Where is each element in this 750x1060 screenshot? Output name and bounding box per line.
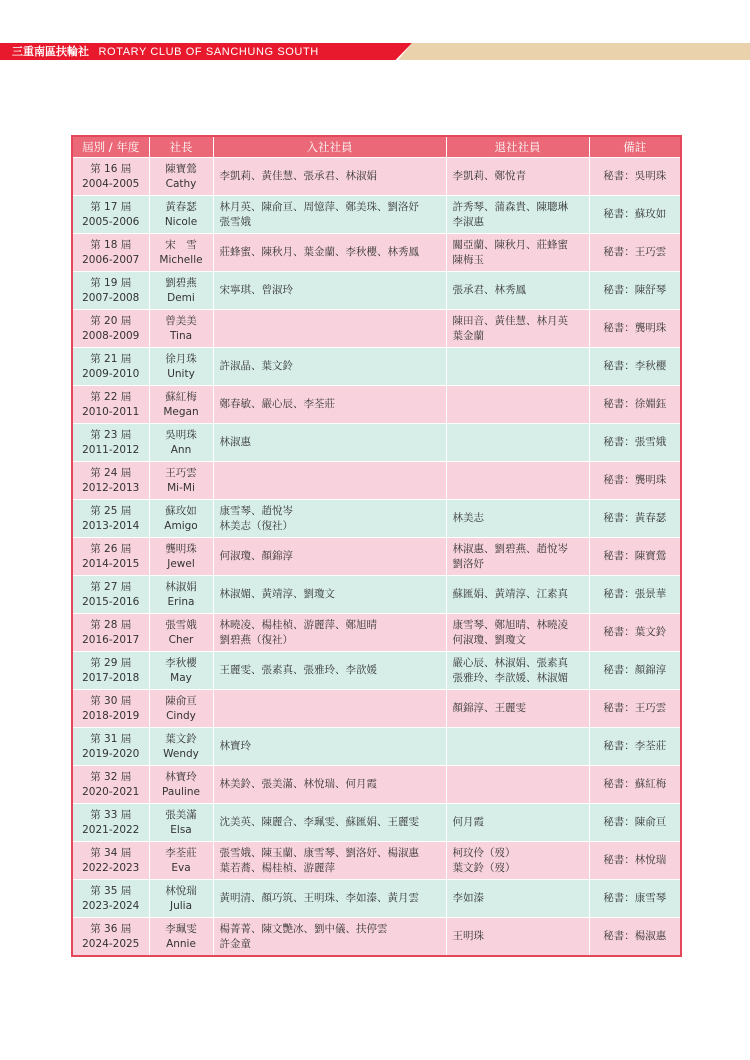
joined-members-line: 莊蜂蜜、陳秋月、葉金蘭、李秋櫻、林秀鳳 bbox=[219, 246, 419, 258]
note-cell bbox=[589, 424, 681, 462]
president-name: 林淑娟 bbox=[165, 580, 197, 593]
left-members-cell bbox=[446, 500, 589, 538]
joined-members-line: 李凱莉、黃佳慧、張承君、林淑娟 bbox=[219, 170, 377, 182]
left-members-line: 林淑惠、劉碧燕、趙悅岑 bbox=[452, 542, 568, 555]
table-row bbox=[72, 918, 681, 957]
table-row bbox=[72, 272, 681, 310]
note-cell bbox=[589, 766, 681, 804]
term-number: 第 25 屆 bbox=[90, 504, 132, 517]
note-cell bbox=[589, 918, 681, 957]
term-cell bbox=[72, 462, 149, 500]
joined-members-line: 沈美英、陳麗合、李珮雯、蘇匯娟、王麗雯 bbox=[219, 816, 419, 828]
president-cell bbox=[149, 842, 213, 880]
term-cell bbox=[72, 652, 149, 690]
president-english-name: Pauline bbox=[162, 785, 200, 798]
term-number: 第 34 屆 bbox=[90, 846, 132, 859]
joined-members-line: 林美志（復社） bbox=[219, 519, 293, 532]
president-cell bbox=[149, 500, 213, 538]
left-members-cell bbox=[446, 386, 589, 424]
term-cell bbox=[72, 880, 149, 918]
left-members-cell bbox=[446, 842, 589, 880]
note-cell bbox=[589, 310, 681, 348]
table-row bbox=[72, 234, 681, 272]
table-row bbox=[72, 462, 681, 500]
president-english-name: Mi-Mi bbox=[167, 481, 195, 494]
term-number: 第 33 屆 bbox=[90, 808, 132, 821]
term-year: 2022-2023 bbox=[82, 861, 140, 874]
header-tan-band bbox=[398, 43, 750, 60]
left-members-line: 林美志 bbox=[452, 512, 484, 524]
president-name: 蘇紅梅 bbox=[165, 390, 197, 403]
left-members-line: 李淑惠 bbox=[452, 215, 484, 228]
term-number: 第 21 屆 bbox=[90, 352, 132, 365]
left-members-line: 何月霞 bbox=[452, 816, 484, 828]
joined-members-line: 許金童 bbox=[219, 937, 251, 950]
president-english-name: Jewel bbox=[167, 557, 195, 570]
secretary-note: 秘書：張景華 bbox=[603, 588, 667, 600]
table-row bbox=[72, 766, 681, 804]
term-number: 第 17 屆 bbox=[90, 200, 132, 213]
table-row bbox=[72, 880, 681, 918]
joined-members-cell bbox=[213, 690, 446, 728]
left-members-line: 葉金蘭 bbox=[452, 329, 484, 342]
table-row bbox=[72, 576, 681, 614]
president-name: 龔明珠 bbox=[165, 542, 197, 555]
left-members-cell bbox=[446, 614, 589, 652]
secretary-note: 秘書：陳寶鶯 bbox=[603, 550, 667, 562]
joined-members-cell bbox=[213, 462, 446, 500]
president-cell bbox=[149, 538, 213, 576]
joined-members-cell bbox=[213, 500, 446, 538]
left-members-line: 何淑瓊、劉瓊文 bbox=[452, 633, 526, 646]
membership-table bbox=[71, 135, 682, 957]
left-members-cell bbox=[446, 652, 589, 690]
president-cell bbox=[149, 652, 213, 690]
joined-members-line: 劉碧燕（復社） bbox=[219, 633, 293, 646]
note-cell bbox=[589, 462, 681, 500]
term-year: 2005-2006 bbox=[82, 215, 140, 228]
president-english-name: Tina bbox=[169, 329, 193, 342]
joined-members-cell bbox=[213, 766, 446, 804]
term-number: 第 31 屆 bbox=[90, 732, 132, 745]
president-name: 陳俞亘 bbox=[165, 694, 197, 707]
president-name: 陳寶鶯 bbox=[165, 162, 197, 175]
joined-members-cell bbox=[213, 424, 446, 462]
joined-members-line: 張雪娥、陳玉蘭、康雪琴、劉洛妤、楊淑惠 bbox=[219, 846, 419, 859]
left-members-line: 張雅玲、李歆媛、林淑媚 bbox=[452, 671, 568, 684]
term-number: 第 29 屆 bbox=[90, 656, 132, 669]
joined-members-line: 林美鈴、張美滿、林悅瑞、何月霞 bbox=[219, 778, 377, 790]
term-year: 2011-2012 bbox=[82, 443, 140, 456]
note-cell bbox=[589, 234, 681, 272]
left-members-line: 王明珠 bbox=[452, 930, 484, 942]
term-number: 第 35 屆 bbox=[90, 884, 132, 897]
secretary-note: 秘書：龔明珠 bbox=[603, 474, 667, 486]
term-year: 2020-2021 bbox=[82, 785, 140, 798]
president-english-name: May bbox=[170, 671, 192, 684]
term-year: 2015-2016 bbox=[82, 595, 140, 608]
table-row bbox=[72, 310, 681, 348]
left-members-cell bbox=[446, 234, 589, 272]
term-year: 2008-2009 bbox=[82, 329, 140, 342]
president-english-name: Amigo bbox=[164, 519, 198, 532]
president-name: 林寶玲 bbox=[165, 770, 197, 783]
left-members-cell bbox=[446, 918, 589, 957]
table-row bbox=[72, 158, 681, 196]
term-cell bbox=[72, 158, 149, 196]
joined-members-line: 黃明清、顏巧筑、王明珠、李如溱、黃月雲 bbox=[219, 892, 419, 904]
president-cell bbox=[149, 234, 213, 272]
president-cell bbox=[149, 766, 213, 804]
president-cell bbox=[149, 728, 213, 766]
table-row bbox=[72, 538, 681, 576]
president-name: 曾美美 bbox=[165, 314, 197, 327]
note-cell bbox=[589, 500, 681, 538]
col-header-joined: 入社社員 bbox=[213, 136, 446, 158]
term-cell bbox=[72, 804, 149, 842]
joined-members-line: 宋寧琪、曾淑玲 bbox=[219, 284, 293, 296]
term-cell bbox=[72, 424, 149, 462]
left-members-line: 嚴心辰、林淑娟、張素真 bbox=[452, 656, 568, 669]
left-members-cell bbox=[446, 538, 589, 576]
table-row bbox=[72, 614, 681, 652]
president-name: 張美滿 bbox=[165, 808, 197, 821]
joined-members-cell bbox=[213, 272, 446, 310]
col-header-president: 社長 bbox=[149, 136, 213, 158]
president-english-name: Demi bbox=[167, 291, 195, 304]
president-cell bbox=[149, 196, 213, 234]
left-members-cell bbox=[446, 272, 589, 310]
term-number: 第 36 屆 bbox=[90, 922, 132, 935]
joined-members-line: 葉若蕎、楊桂楨、游麗萍 bbox=[219, 861, 335, 874]
president-cell bbox=[149, 690, 213, 728]
joined-members-cell bbox=[213, 804, 446, 842]
term-cell bbox=[72, 310, 149, 348]
term-cell bbox=[72, 728, 149, 766]
term-cell bbox=[72, 576, 149, 614]
president-name: 宋 雪 bbox=[165, 238, 197, 251]
term-cell bbox=[72, 234, 149, 272]
joined-members-line: 康雪琴、趙悅岑 bbox=[219, 504, 293, 517]
left-members-line: 許秀琴、蒲森貴、陳聰琳 bbox=[452, 200, 568, 213]
term-year: 2017-2018 bbox=[82, 671, 140, 684]
table-row bbox=[72, 386, 681, 424]
president-english-name: Cindy bbox=[166, 709, 196, 722]
note-cell bbox=[589, 158, 681, 196]
table-row bbox=[72, 652, 681, 690]
president-english-name: Nicole bbox=[164, 215, 198, 228]
left-members-line: 柯玟伶（歿） bbox=[452, 846, 516, 859]
president-cell bbox=[149, 386, 213, 424]
left-members-line: 陳田音、黃佳慧、林月英 bbox=[452, 314, 568, 327]
term-number: 第 32 屆 bbox=[90, 770, 132, 783]
term-year: 2023-2024 bbox=[82, 899, 140, 912]
left-members-line: 李凱莉、鄭悅青 bbox=[452, 170, 526, 182]
term-cell bbox=[72, 766, 149, 804]
term-cell bbox=[72, 614, 149, 652]
joined-members-line: 許淑晶、葉文鈴 bbox=[219, 360, 293, 372]
president-english-name: Michelle bbox=[159, 253, 203, 266]
table-row bbox=[72, 424, 681, 462]
note-cell bbox=[589, 576, 681, 614]
joined-members-line: 楊菁菁、陳文艷冰、劉中儀、扶停雲 bbox=[219, 922, 388, 935]
term-cell bbox=[72, 538, 149, 576]
secretary-note: 秘書：蘇玫如 bbox=[603, 208, 667, 220]
joined-members-line: 張雪娥 bbox=[219, 215, 251, 228]
president-cell bbox=[149, 804, 213, 842]
president-english-name: Ann bbox=[170, 443, 192, 456]
left-members-line: 關亞蘭、陳秋月、莊蜂蜜 bbox=[452, 238, 568, 251]
left-members-line: 顏錦淳、王麗雯 bbox=[452, 702, 526, 714]
secretary-note: 秘書：康雪琴 bbox=[603, 892, 667, 904]
secretary-note: 秘書：陳俞亘 bbox=[603, 816, 667, 828]
president-name: 李珮雯 bbox=[165, 922, 197, 935]
secretary-note: 秘書：顏錦淳 bbox=[603, 664, 667, 676]
table-row bbox=[72, 804, 681, 842]
left-members-line: 劉洛妤 bbox=[452, 557, 484, 570]
note-cell bbox=[589, 614, 681, 652]
secretary-note: 秘書：王巧雲 bbox=[603, 702, 667, 714]
president-name: 王巧雲 bbox=[165, 466, 197, 479]
president-english-name: Erina bbox=[167, 595, 195, 608]
term-cell bbox=[72, 386, 149, 424]
term-number: 第 23 屆 bbox=[90, 428, 132, 441]
club-name-zh: 三重南區扶輪社 bbox=[12, 45, 89, 58]
joined-members-cell bbox=[213, 234, 446, 272]
left-members-cell bbox=[446, 766, 589, 804]
note-cell bbox=[589, 880, 681, 918]
term-number: 第 19 屆 bbox=[90, 276, 132, 289]
joined-members-cell bbox=[213, 386, 446, 424]
left-members-cell bbox=[446, 804, 589, 842]
term-cell bbox=[72, 348, 149, 386]
joined-members-cell bbox=[213, 538, 446, 576]
col-header-note: 備註 bbox=[589, 136, 681, 158]
term-cell bbox=[72, 500, 149, 538]
left-members-cell bbox=[446, 310, 589, 348]
term-number: 第 22 屆 bbox=[90, 390, 132, 403]
term-number: 第 20 屆 bbox=[90, 314, 132, 327]
president-english-name: Unity bbox=[167, 367, 195, 380]
term-year: 2010-2011 bbox=[82, 405, 140, 418]
joined-members-line: 林寶玲 bbox=[219, 740, 251, 752]
joined-members-cell bbox=[213, 158, 446, 196]
secretary-note: 秘書：吳明珠 bbox=[603, 170, 667, 182]
table-header-row bbox=[72, 136, 681, 158]
left-members-line: 康雪琴、鄭旭晴、林曉凌 bbox=[452, 618, 568, 631]
table-row bbox=[72, 500, 681, 538]
secretary-note: 秘書：蘇紅梅 bbox=[603, 778, 667, 790]
col-header-term: 屆別 / 年度 bbox=[72, 136, 149, 158]
left-members-cell bbox=[446, 462, 589, 500]
president-cell bbox=[149, 424, 213, 462]
joined-members-cell bbox=[213, 728, 446, 766]
secretary-note: 秘書：陳舒琴 bbox=[603, 284, 667, 296]
president-name: 葉文鈴 bbox=[165, 732, 197, 745]
president-cell bbox=[149, 614, 213, 652]
term-year: 2007-2008 bbox=[82, 291, 140, 304]
note-cell bbox=[589, 386, 681, 424]
president-english-name: Julia bbox=[169, 899, 193, 912]
president-english-name: Megan bbox=[163, 405, 199, 418]
president-name: 劉碧燕 bbox=[165, 276, 197, 289]
secretary-note: 秘書：李秋櫻 bbox=[603, 360, 667, 372]
secretary-note: 秘書：張雪娥 bbox=[603, 436, 667, 448]
president-name: 張雪娥 bbox=[165, 618, 197, 631]
president-cell bbox=[149, 158, 213, 196]
term-number: 第 16 屆 bbox=[90, 162, 132, 175]
note-cell bbox=[589, 804, 681, 842]
term-cell bbox=[72, 272, 149, 310]
president-name: 黃春瑟 bbox=[165, 200, 197, 213]
joined-members-line: 王麗雯、張素真、張雅玲、李歆媛 bbox=[219, 664, 377, 676]
term-number: 第 28 屆 bbox=[90, 618, 132, 631]
secretary-note: 秘書：林悅瑞 bbox=[603, 854, 667, 866]
president-cell bbox=[149, 462, 213, 500]
president-cell bbox=[149, 348, 213, 386]
term-cell bbox=[72, 842, 149, 880]
left-members-line: 蘇匯娟、黃靖淳、江素真 bbox=[452, 588, 568, 600]
term-year: 2019-2020 bbox=[82, 747, 140, 760]
term-year: 2016-2017 bbox=[82, 633, 140, 646]
left-members-cell bbox=[446, 196, 589, 234]
secretary-note: 秘書：葉文鈴 bbox=[603, 626, 667, 638]
president-english-name: Wendy bbox=[163, 747, 199, 760]
header-title bbox=[12, 43, 319, 60]
president-name: 林悅瑞 bbox=[165, 884, 197, 897]
note-cell bbox=[589, 690, 681, 728]
term-year: 2013-2014 bbox=[82, 519, 140, 532]
president-name: 吳明珠 bbox=[165, 428, 197, 441]
term-number: 第 30 屆 bbox=[90, 694, 132, 707]
left-members-line: 張承君、林秀鳳 bbox=[452, 284, 526, 296]
joined-members-line: 何淑瓊、顏錦淳 bbox=[219, 550, 293, 562]
joined-members-line: 林月英、陳俞亘、周憶萍、鄭美珠、劉洛妤 bbox=[219, 200, 419, 213]
left-members-cell bbox=[446, 728, 589, 766]
joined-members-cell bbox=[213, 652, 446, 690]
note-cell bbox=[589, 348, 681, 386]
term-number: 第 27 屆 bbox=[90, 580, 132, 593]
term-year: 2024-2025 bbox=[82, 937, 140, 950]
note-cell bbox=[589, 842, 681, 880]
table-body bbox=[72, 158, 681, 957]
term-year: 2012-2013 bbox=[82, 481, 140, 494]
joined-members-line: 林曉凌、楊桂楨、游麗萍、鄭旭晴 bbox=[219, 618, 377, 631]
note-cell bbox=[589, 538, 681, 576]
term-year: 2021-2022 bbox=[82, 823, 140, 836]
president-name: 蘇玫如 bbox=[165, 504, 197, 517]
president-name: 徐月珠 bbox=[165, 352, 197, 365]
left-members-cell bbox=[446, 424, 589, 462]
joined-members-cell bbox=[213, 614, 446, 652]
president-name: 李荃莊 bbox=[165, 846, 197, 859]
col-header-left: 退社社員 bbox=[446, 136, 589, 158]
term-year: 2004-2005 bbox=[82, 177, 140, 190]
page-header bbox=[0, 0, 750, 62]
term-number: 第 24 屆 bbox=[90, 466, 132, 479]
president-english-name: Annie bbox=[166, 937, 196, 950]
left-members-line: 葉文鈴（歿） bbox=[452, 861, 516, 874]
left-members-cell bbox=[446, 880, 589, 918]
joined-members-cell bbox=[213, 348, 446, 386]
secretary-note: 秘書：楊淑惠 bbox=[603, 930, 667, 942]
president-cell bbox=[149, 310, 213, 348]
secretary-note: 秘書：李荃莊 bbox=[603, 740, 667, 752]
table-row bbox=[72, 690, 681, 728]
secretary-note: 秘書：黃春瑟 bbox=[603, 512, 667, 524]
president-english-name: Elsa bbox=[170, 823, 192, 836]
secretary-note: 秘書：徐婣鈺 bbox=[603, 398, 667, 410]
president-english-name: Cher bbox=[168, 633, 194, 646]
term-cell bbox=[72, 690, 149, 728]
president-cell bbox=[149, 918, 213, 957]
left-members-line: 陳梅玉 bbox=[452, 253, 484, 266]
joined-members-line: 鄭春敏、嚴心辰、李荃莊 bbox=[219, 398, 335, 410]
president-english-name: Eva bbox=[171, 861, 191, 874]
term-year: 2018-2019 bbox=[82, 709, 140, 722]
secretary-note: 秘書：王巧雲 bbox=[603, 246, 667, 258]
joined-members-cell bbox=[213, 842, 446, 880]
club-name-en: ROTARY CLUB OF SANCHUNG SOUTH bbox=[98, 46, 319, 58]
joined-members-cell bbox=[213, 918, 446, 957]
table-row bbox=[72, 348, 681, 386]
joined-members-cell bbox=[213, 880, 446, 918]
term-cell bbox=[72, 196, 149, 234]
term-year: 2009-2010 bbox=[82, 367, 140, 380]
term-cell bbox=[72, 918, 149, 957]
joined-members-cell bbox=[213, 196, 446, 234]
note-cell bbox=[589, 272, 681, 310]
left-members-cell bbox=[446, 576, 589, 614]
table-row bbox=[72, 196, 681, 234]
left-members-cell bbox=[446, 158, 589, 196]
table-row bbox=[72, 842, 681, 880]
president-cell bbox=[149, 272, 213, 310]
note-cell bbox=[589, 196, 681, 234]
president-cell bbox=[149, 880, 213, 918]
term-number: 第 18 屆 bbox=[90, 238, 132, 251]
table-row bbox=[72, 728, 681, 766]
joined-members-cell bbox=[213, 576, 446, 614]
secretary-note: 秘書：龔明珠 bbox=[603, 322, 667, 334]
term-year: 2014-2015 bbox=[82, 557, 140, 570]
term-year: 2006-2007 bbox=[82, 253, 140, 266]
president-cell bbox=[149, 576, 213, 614]
president-name: 李秋櫻 bbox=[165, 656, 197, 669]
note-cell bbox=[589, 652, 681, 690]
joined-members-line: 林淑媚、黃靖淳、劉瓊文 bbox=[219, 588, 335, 600]
joined-members-line: 林淑惠 bbox=[219, 436, 251, 448]
joined-members-cell bbox=[213, 310, 446, 348]
left-members-line: 李如溱 bbox=[452, 892, 484, 904]
note-cell bbox=[589, 728, 681, 766]
left-members-cell bbox=[446, 348, 589, 386]
left-members-cell bbox=[446, 690, 589, 728]
president-english-name: Cathy bbox=[165, 177, 197, 190]
term-number: 第 26 屆 bbox=[90, 542, 132, 555]
